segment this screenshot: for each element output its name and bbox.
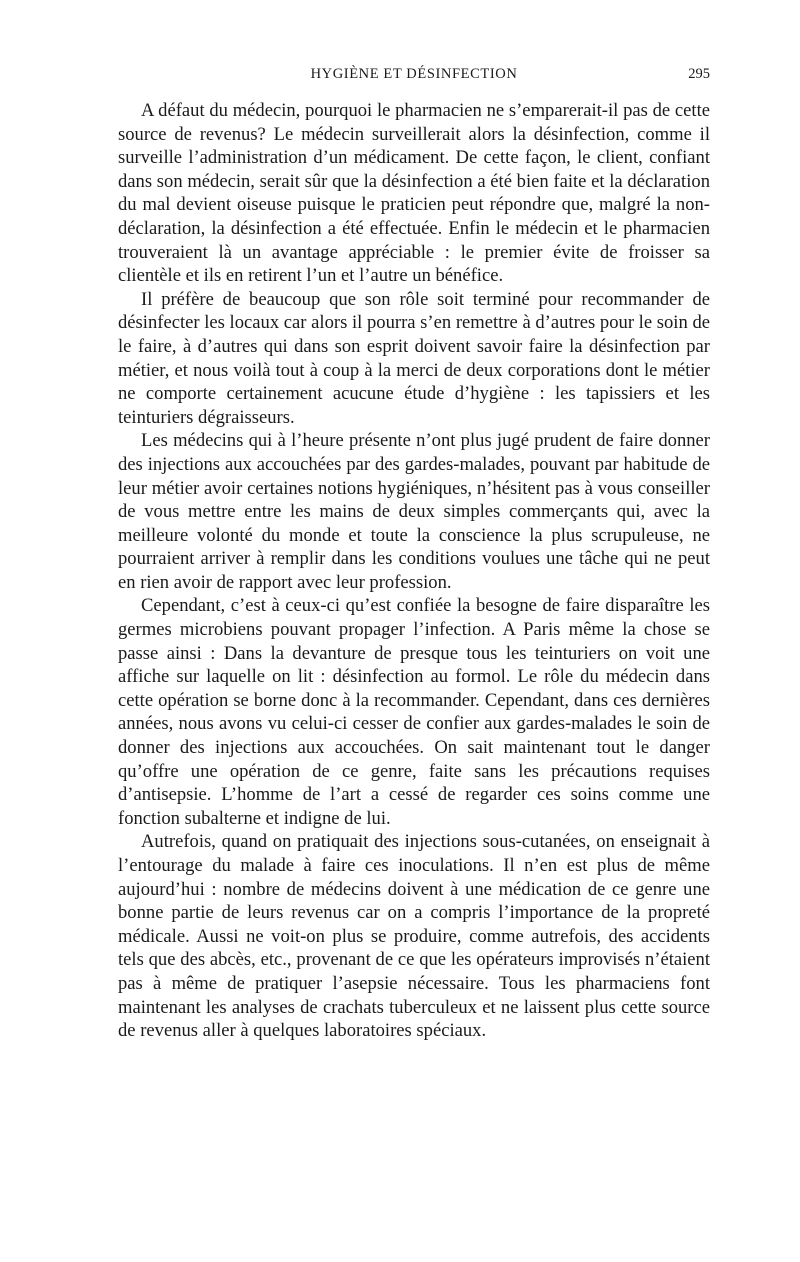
running-head (118, 66, 710, 88)
body-text (118, 99, 710, 1043)
paragraph-3: Les médecins qui à l’heure présente n’ont plus jugé prudent de faire donner des injections aux accouchées par des gardes-malades, pouvant par habitude de leur métier avoir certaines notions hygiéniques, n’hésitent pas à vous conseiller de vous mettre entre les mains de deux simples commerçants qui, avec la meilleure volonté du monde et toute la conscience la plus scrupuleuse, ne pourraient arriver à remplir dans les conditions voulues une tâche qui ne peut en rien avoir de rapport avec leur profession. (118, 430, 710, 593)
running-title: HYGIÈNE ET DÉSINFECTION (310, 66, 518, 82)
paragraph-2: Il préfère de beaucoup que son rôle soit terminé pour recommander de désinfecter les locaux car alors il pourra s’en remettre à d’autres pour le soin de le faire, à d’autres qui dans son esprit doivent savoir faire la désinfection par métier, et nous voilà tout à coup à la merci de deux corporations dont le métier ne comporte certainement acucune étude d’hygiène : les tapissiers et les teinturiers dégraisseurs. (118, 288, 710, 428)
paragraph-4: Cependant, c’est à ceux-ci qu’est confiée la besogne de faire disparaître les germes microbiens pouvant propager l’infection. A Paris même la chose se passe ainsi : Dans la devanture de presque tous les teinturiers on voit une affiche sur laquelle on lit : désinfection au formol. Le rôle du médecin dans cette opération se borne donc à la recommander. Cependant, dans ces dernières années, nous avons vu celui-ci cesser de confier aux gardes-malades le soin de donner des injections aux accouchées. On sait maintenant tout le danger qu’offre une opération de ce genre, faite sans les précautions requises d’antisepsie. L’homme de l’art a cessé de regarder ces soins comme une fonction subalterne et indigne de lui. (118, 595, 710, 829)
paragraph-1: A défaut du médecin, pourquoi le pharmacien ne s’emparerait-il pas de cette source de revenus? Le médecin surveillerait alors la désinfection, comme il surveille l’administration d’un médicament. De cette façon, le client, confiant dans son médecin, serait sûr que la désinfection a été bien faite et la déclaration du mal devient oiseuse puisque le praticien peut répondre que, malgré la non-déclaration, la désinfection a été effectuée. Enfin le médecin et le pharmacien trouveraient là un avantage appréciable : le premier évite de froisser sa clientèle et ils en retirent l’un et l’autre un bénéfice. (118, 100, 710, 287)
page-number: 295 (688, 66, 710, 82)
paragraph-5: Autrefois, quand on pratiquait des injections sous-cutanées, on enseignait à l’entourage du malade à faire ces inoculations. Il n’en est plus de même aujourd’hui : nombre de médecins doivent à une médication de ce genre une bonne partie de leurs revenus car on a compris l’importance de la propreté médicale. Aussi ne voit-on plus se produire, comme autrefois, des accidents tels que des abcès, etc., provenant de ce que les opérateurs improvisés n’étaient pas à même de pratiquer l’asepsie nécessaire. Tous les pharmaciens font maintenant les analyses de crachats tuberculeux et ne laissent plus cette source de revenus aller à quelques laboratoires spéciaux. (118, 831, 710, 1042)
